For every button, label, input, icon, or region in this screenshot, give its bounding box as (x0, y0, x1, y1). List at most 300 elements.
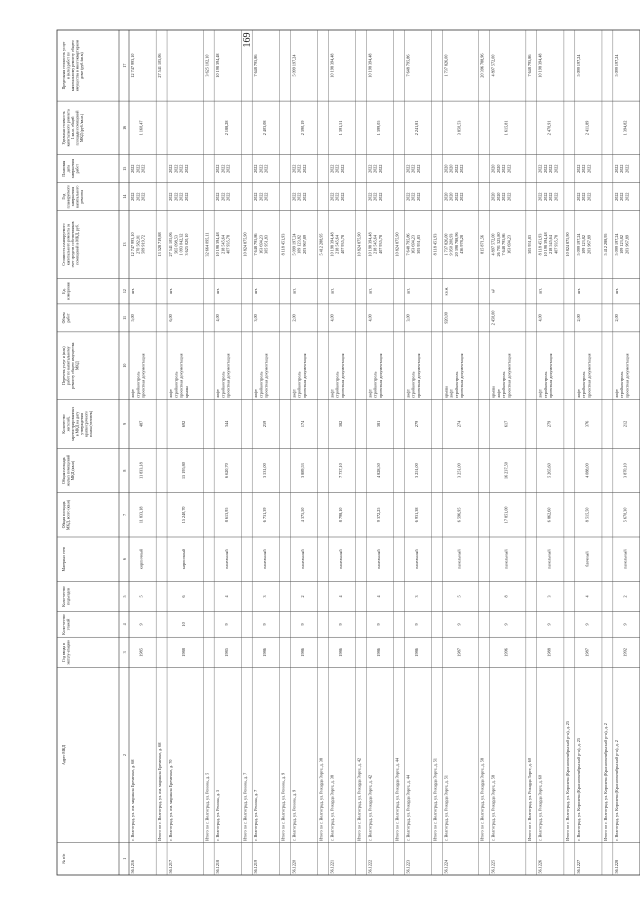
cost-value: 27 541 105,06 (168, 232, 174, 257)
completion-year: 2022 (329, 192, 335, 201)
floors-value: 9 (138, 623, 144, 626)
column-number: 1 (122, 857, 127, 860)
cost-value: 5 412 288,95 (318, 233, 324, 256)
volume-value: 6,00 (168, 314, 174, 322)
row-number: 56.1222 (367, 859, 373, 874)
address: г. Волгоград, ул. Королева (Краснооктябрьский р-н), д. 25 (575, 738, 581, 841)
living-area: 3 889,53 (299, 463, 305, 478)
row-number: 56.1220 (291, 859, 297, 874)
completion-year: 2022 (135, 192, 141, 201)
specific-cost: 2 241,81 (414, 120, 420, 136)
unit-value: шт. (215, 288, 221, 294)
entrances-value: 5 (456, 595, 462, 598)
wall-material: панельный (337, 549, 343, 569)
work-item: стройконтроль (173, 371, 179, 398)
table-row (538, 30, 564, 875)
completion-year: 2020 (443, 192, 449, 201)
volume-value: 2,00 (613, 314, 619, 322)
volume-value: 3,00 (253, 314, 259, 322)
address: г. Волгоград, ул. Рихарда Зорге, д. 51 (443, 775, 449, 841)
cost-value: 7 648 795,86 (253, 233, 259, 256)
completion-year: 2022 (140, 192, 146, 201)
unit-value: шт. (537, 288, 543, 294)
planned-date: 2022 (263, 164, 269, 173)
limit-value: 27 541 105,06 (157, 53, 163, 78)
cost-value: 218 545,64 (334, 235, 340, 254)
completion-year: 2022 (506, 192, 512, 201)
address: г. Волгоград, ул. Рихарда Зорге, д. 44 (405, 775, 411, 841)
work-item: стройконтроль (135, 371, 141, 398)
table-frame (57, 30, 640, 875)
planned-date: 2022 (130, 164, 135, 173)
specific-cost: 1 160,47 (138, 120, 144, 136)
planned-date: 2022 (225, 164, 231, 173)
column-header: Плановаядатазавершенияработ (61, 158, 80, 179)
cost-value: 815 871,56 (479, 235, 485, 254)
limit-value: 10 198 394,48 (329, 53, 335, 78)
wall-material: кирпичный (181, 549, 187, 570)
row-number: 56.1218 (215, 859, 221, 874)
address: г. Волгоград, ул. Рихарда Зорге, д. 38 (329, 775, 335, 841)
unit-value: кв.м. (443, 286, 449, 296)
work-item: проектная документация (140, 353, 146, 398)
total-row (395, 30, 405, 875)
cost-value: 10 824 875,90 (564, 232, 570, 257)
total-row (565, 30, 575, 875)
table-row (367, 30, 393, 875)
cost-value: 10 824 875,90 (356, 232, 362, 257)
planned-date: 2022 (372, 164, 378, 173)
floors-value: 9 (622, 623, 628, 626)
floors-value: 9 (337, 623, 343, 626)
address: г. Волгоград, ул. Королева (Краснооктябрьский р-н), д. 2 (613, 740, 619, 841)
volume-value: 2,00 (575, 314, 581, 322)
total-area: 6 731,39 (261, 507, 267, 523)
cost-value: 10 198 394,48 (542, 232, 548, 257)
planned-date: 2022 (501, 164, 507, 173)
wall-material: панельный (375, 549, 381, 569)
floors-value: 10 (181, 622, 187, 627)
entrances-value: 2 (299, 595, 305, 598)
row-number: 56.1225 (490, 859, 496, 874)
total-label: Итого по г. Волгоград, ул. Рихарда Зорге, д. 58 (479, 758, 485, 841)
address: г. Волгоград, ул. им. маршала Еременко, д. 70 (168, 759, 174, 841)
wall-material: кирпичный (138, 549, 144, 570)
planned-date: 2022 (140, 164, 146, 173)
work-item: лифт (448, 389, 454, 398)
living-area: 4 828,50 (375, 463, 381, 478)
limit-value: 5 099 197,24 (575, 54, 581, 77)
cost-value: 10 198 394,48 (367, 232, 373, 257)
address: г. Волгоград, ул. Ренина, д. 5 (215, 789, 221, 841)
living-area: 3 251,00 (414, 463, 420, 478)
residents-value: 692 (181, 420, 187, 428)
row-number: 56.1217 (168, 859, 174, 874)
planned-date: 2022 (415, 164, 421, 173)
column-number: 5 (122, 595, 127, 598)
specific-cost: 2 390,19 (299, 120, 305, 136)
residents-value: 279 (546, 420, 552, 428)
planned-date: 2022 (258, 164, 264, 173)
total-row (603, 30, 613, 875)
total-row (433, 30, 443, 875)
work-item: крыша (443, 385, 449, 398)
planned-date: 2022 (548, 164, 554, 173)
planned-date: 2020 (490, 164, 496, 173)
planned-date: 2022 (253, 164, 259, 173)
work-item: проектная документация (339, 353, 345, 398)
wall-material: панельный (261, 549, 267, 569)
total-area: 5 670,30 (622, 507, 628, 523)
floors-value: 9 (299, 623, 305, 626)
work-item: проектная документация (178, 353, 184, 398)
planned-date: 2022 (410, 164, 416, 173)
planned-date: 2020 (443, 164, 449, 173)
limit-value: 5 099 197,24 (613, 54, 619, 77)
completion-year: 2022 (253, 192, 259, 201)
entrances-value: 6 (181, 595, 187, 598)
total-area: 9 372,25 (375, 507, 381, 523)
total-row (157, 30, 167, 875)
living-area: 6 620,70 (223, 463, 229, 478)
cost-value: 305 951,83 (263, 235, 269, 254)
table-row (443, 30, 478, 875)
cost-value: 407 935,78 (339, 235, 345, 254)
work-item: проектная документация (506, 353, 512, 398)
completion-year: 2022 (624, 192, 630, 201)
wall-material: панельный (622, 549, 628, 569)
table-row (405, 30, 431, 875)
unit-value: шт. (168, 288, 174, 294)
floors-value: 9 (584, 623, 590, 626)
entrances-value: 4 (584, 595, 590, 598)
cost-value: 163 694,23 (258, 235, 264, 254)
planned-date: 2022 (453, 164, 459, 173)
entrances-value: 4 (223, 595, 229, 598)
cost-value: 8 118 451,93 (432, 233, 438, 256)
wall-material: панельный (299, 549, 305, 569)
planned-date: 2022 (537, 164, 543, 173)
address: г. Волгоград, ул. Рихарда Зорге, д. 60 (537, 775, 543, 841)
planned-date: 2022 (619, 164, 625, 173)
cost-value: 163 694,23 (506, 235, 512, 254)
cost-value: 5 412 288,95 (602, 233, 608, 256)
planned-date: 2022 (367, 164, 373, 173)
wall-material: панельный (414, 549, 420, 569)
column-number: 12 (122, 289, 127, 294)
work-item: лифт (575, 389, 581, 398)
volume-value: 2,00 (291, 314, 297, 322)
planned-date: 2022 (173, 164, 179, 173)
total-area: 6 931,38 (414, 507, 420, 523)
page-number: 169 (242, 32, 253, 48)
total-label: Итого по г. Волгоград, ул. Королева (Краснооктябрьский р-н), д. 2 (602, 723, 608, 841)
cost-value: 10 824 875,90 (242, 232, 248, 257)
cost-value: 8 118 451,93 (537, 233, 543, 256)
row-number: 56.1216 (130, 859, 135, 874)
limit-value: 10 198 394,48 (215, 53, 221, 78)
unit-value: шт. (130, 288, 135, 294)
cost-value: 32 664 095,11 (204, 232, 210, 257)
column-number: 10 (122, 363, 127, 368)
completion-year: 2022 (301, 192, 307, 201)
planned-date: 2022 (329, 164, 335, 173)
specific-cost: 1 391,51 (337, 120, 343, 136)
table-row (329, 30, 355, 875)
work-item: стройконтроль (619, 371, 625, 398)
entrances-value: 4 (375, 595, 381, 598)
completion-year: 2022 (410, 192, 416, 201)
work-item: проектная документация (377, 353, 383, 398)
total-row (318, 30, 328, 875)
limit-value: 7 648 795,86 (253, 54, 259, 77)
total-area: 8 798,10 (337, 507, 343, 523)
cost-value: 109 123,82 (296, 235, 302, 254)
entrances-value: 3 (546, 595, 552, 598)
column-number: 6 (122, 558, 127, 561)
specific-cost: 2 188,28 (223, 120, 229, 136)
specific-cost: 1 394,82 (622, 120, 628, 136)
work-item: проектная документация (301, 353, 307, 398)
unit-value: шт. (405, 288, 411, 294)
living-area: 3 870,10 (622, 463, 628, 478)
completion-year: 2022 (501, 192, 507, 201)
year-value: 1987 (456, 648, 462, 657)
work-item: стройконтроль (372, 371, 378, 398)
planned-date: 2022 (575, 164, 581, 173)
cost-value: 20 398 788,96 (453, 232, 459, 257)
column-header: Удельная стоимостькапитального ремонта1 кв.м. общейплощади помещенийМКД (руб./кв.м.) (61, 109, 84, 147)
living-area: 7 737,10 (337, 463, 343, 478)
completion-year: 2022 (173, 192, 179, 201)
volume-value: 5,00 (130, 314, 135, 322)
total-label: Итого по г. Волгоград, ул. Ренина, д. 9 (280, 772, 286, 841)
completion-year: 2022 (220, 192, 226, 201)
completion-year: 2020 (448, 192, 454, 201)
cost-value: 163 694,23 (410, 235, 416, 254)
planned-date: 2022 (405, 164, 411, 173)
planned-date: 2022 (506, 164, 512, 173)
planned-date: 2022 (296, 164, 302, 173)
work-item: проектная документация (624, 353, 630, 398)
work-item: лифт (537, 389, 543, 398)
table-row (491, 30, 526, 875)
work-item: стройконтроль (258, 371, 264, 398)
column-header: Годпланируемогозавершениякапитальногоремонта (61, 185, 84, 209)
table-row (614, 30, 640, 875)
work-item: проектная документация (548, 353, 554, 398)
year-value: 1992 (622, 648, 628, 657)
cost-value: 305 951,83 (526, 235, 532, 254)
cost-value: 218 545,64 (548, 235, 554, 254)
residents-value: 259 (261, 420, 267, 428)
limit-value: 20 396 788,96 (479, 53, 485, 78)
total-area: 8 613,95 (223, 507, 229, 523)
floors-value: 9 (546, 623, 552, 626)
residents-value: 376 (584, 420, 590, 428)
completion-year: 2022 (613, 192, 619, 201)
specific-cost: 3 850,53 (456, 120, 462, 136)
specific-cost: 2 470,91 (546, 120, 552, 136)
completion-year: 2022 (339, 192, 345, 201)
limit-value: 7 648 795,86 (526, 54, 532, 77)
entrances-value: 3 (261, 595, 267, 598)
cost-value: 26 701 325,80 (495, 232, 501, 257)
cost-value: 10 198 394,48 (329, 232, 335, 257)
cost-value: 10 198 394,48 (215, 232, 221, 257)
completion-year: 2022 (263, 192, 269, 201)
work-item: лифт (613, 389, 619, 398)
wall-material: панельный (456, 549, 462, 569)
year-value: 1988 (181, 648, 187, 657)
cost-value: 305 951,83 (415, 235, 421, 254)
limit-value: 4 897 572,00 (490, 54, 496, 77)
total-label: Итого по г. Волгоград, ул. Рихарда Зорге, д. 42 (356, 758, 362, 841)
column-header: Ед.измерения (61, 282, 71, 300)
limit-value: 7 648 795,86 (405, 54, 411, 77)
total-label: Итого по г. Волгоград, ул. Рихарда Зорге, д. 38 (318, 758, 324, 841)
total-area: 11 833,18 (138, 506, 144, 524)
planned-date: 2022 (168, 164, 174, 173)
row-number: 56.1221 (329, 859, 335, 874)
total-label: Итого по г. Волгоград, ул. Ренина, д. 7 (242, 772, 248, 841)
total-label: Итого по г. Волгоград, ул. им. маршала Еременко, д. 68 (157, 742, 163, 841)
work-item: лифт (405, 389, 411, 398)
cost-value: 436 978,28 (459, 235, 465, 254)
address: г. Волгоград, ул. Рихарда Зорге, д. 58 (490, 775, 496, 841)
work-item: лифт (329, 389, 335, 398)
cost-value: 5 099 197,24 (291, 233, 297, 256)
planned-date: 2022 (183, 164, 189, 173)
cost-value: 8 118 451,93 (280, 233, 286, 256)
specific-cost: 1 399,05 (375, 120, 381, 136)
year-value: 1985 (138, 648, 144, 657)
floors-value: 9 (375, 623, 381, 626)
work-item: стройконтроль (296, 371, 302, 398)
work-item: лифт (253, 389, 259, 398)
wall-material: панельный (223, 549, 229, 569)
year-value: 1988 (546, 648, 552, 657)
year-value: 1987 (584, 648, 590, 657)
completion-year: 2022 (334, 192, 340, 201)
entrances-value: 2 (622, 595, 628, 598)
living-area: 3 251,00 (456, 463, 462, 478)
table-row (253, 30, 279, 875)
total-label: Итого по г. Волгоград, ул. Ренина, д. 5 (204, 772, 210, 841)
completion-year: 2022 (619, 192, 625, 201)
work-item: проектная документация (263, 353, 269, 398)
total-row (527, 30, 537, 875)
work-item: крыша (183, 385, 189, 398)
column-header: Год ввода вэксплу-атацию (61, 640, 71, 665)
column-header: Перечень услуг и (или)работ по капитальномуремонту общего имуществаМКД (61, 342, 80, 389)
work-item: стройконтроль (220, 371, 226, 398)
completion-year: 2022 (225, 192, 231, 201)
column-number: 8 (122, 469, 127, 472)
floors-value: 9 (414, 623, 420, 626)
column-number: 15 (122, 166, 127, 171)
completion-year: 2022 (537, 192, 543, 201)
column-number: 16 (122, 125, 127, 130)
specific-cost: 2 411,89 (584, 120, 590, 136)
column-number: 14 (122, 194, 127, 199)
completion-year: 2022 (372, 192, 378, 201)
planned-date: 2022 (586, 164, 592, 173)
table-row (291, 30, 317, 875)
completion-year: 2022 (178, 192, 184, 201)
column-header: Общая площадьжилых помещенийМКД (кв.м) (61, 454, 75, 487)
planned-date: 2022 (459, 164, 465, 173)
year-value: 1986 (375, 648, 381, 657)
year-value: 1986 (414, 648, 420, 657)
limit-value: 12 747 993,10 (130, 53, 135, 78)
residents-value: 274 (456, 420, 462, 428)
planned-date: 2022 (220, 164, 226, 173)
completion-year: 2022 (367, 192, 373, 201)
planned-date: 2022 (339, 164, 345, 173)
volume-value: 4,00 (367, 314, 373, 322)
planned-date: 2022 (542, 164, 548, 173)
living-area: 3 531,00 (261, 463, 267, 478)
residents-value: 344 (223, 420, 229, 428)
volume-value: 4,00 (215, 314, 221, 322)
column-number: 2 (122, 753, 127, 756)
entrances-value: 8 (503, 595, 509, 598)
completion-year: 2020 (490, 192, 496, 201)
column-header: Объемработ (61, 312, 71, 324)
column-number: 3 (122, 651, 127, 654)
completion-year: 2022 (548, 192, 554, 201)
column-header: Общая площадьМКД, всего (кв.м) (61, 499, 71, 530)
column-header: Коли-чествоэтажей (61, 614, 71, 635)
column-header: № п/п (61, 853, 66, 864)
cost-value: 3 625 020,10 (183, 233, 189, 256)
cost-value: 270 582,01 (135, 235, 141, 254)
total-label: Итого по г. Волгоград, ул. Рихарда Зорге, д. 51 (432, 758, 438, 841)
residents-value: 381 (375, 420, 381, 428)
completion-year: 2022 (575, 192, 581, 201)
column-header: Коли-чествоподъездов (61, 586, 71, 607)
column-number: 4 (122, 623, 127, 626)
completion-year: 2022 (553, 192, 559, 201)
work-item: стройконтроль (542, 371, 548, 398)
work-item: крыша (490, 385, 496, 398)
cost-value: 7 648 795,86 (405, 233, 411, 256)
work-item: лифт (291, 389, 297, 398)
cost-value: 203 967,89 (624, 235, 630, 254)
living-area: 4 088,00 (584, 463, 590, 478)
limit-value: 5 099 197,24 (291, 54, 297, 77)
column-number: 13 (122, 242, 127, 247)
completion-year: 2022 (405, 192, 411, 201)
work-item: лифт (215, 389, 221, 398)
volume-value: 4,00 (537, 314, 543, 322)
work-item: проектная документация (459, 353, 465, 398)
floors-value: 9 (261, 623, 267, 626)
residents-value: 617 (503, 420, 509, 428)
wall-material: панельный (546, 549, 552, 569)
unit-value: шт. (575, 288, 581, 294)
total-area: 6 596,95 (456, 507, 462, 523)
column-number: 11 (122, 315, 127, 320)
work-item: проектная документация (415, 353, 421, 398)
cost-value: 1 737 826,00 (443, 233, 449, 256)
column-header: Количествожителей,зарегистрированныхв МКД на датуутверждениякраткосрочногоплана (человек) (61, 406, 93, 442)
table-row (576, 30, 602, 875)
row-number: 56.1223 (405, 859, 411, 874)
planned-date: 2022 (624, 164, 630, 173)
wall-material: блочный (584, 551, 590, 567)
